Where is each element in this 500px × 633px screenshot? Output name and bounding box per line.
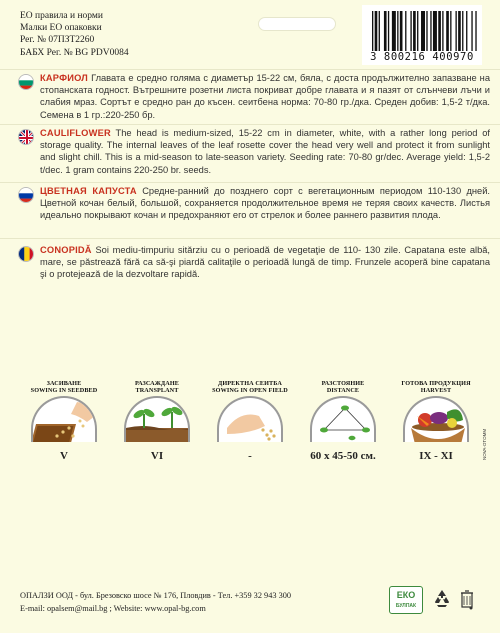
step-label: РАЗСТОЯНИЕ DISTANCE	[321, 380, 365, 394]
description-english: The head is medium-sized, 15-22 cm in diameter, white, with a rather long period of storage quality. The internal leaves of the leaf rosette cover the head very well and protect it from sunlight and slight chill. This is a mid-season to late-season variety. Seeding rate: 70-80 gr/dec. Average yield: 1,5-2 t/dec. 1 gram contains 220-250 br. seeds.	[40, 128, 490, 175]
romania-flag-icon	[18, 246, 34, 262]
step-value: -	[248, 450, 252, 462]
footer-contact	[20, 590, 291, 615]
step-label: РАЗСАЖДАНЕ TRANSPLANT	[135, 380, 179, 394]
russia-flag-icon	[18, 187, 34, 203]
step-value: 60 x 45-50 см.	[310, 450, 376, 462]
harvest-icon	[403, 396, 469, 442]
step-label: ГОТОВА ПРОДУКЦИЯ HARVEST	[401, 380, 471, 394]
description-russian: Средне-ранний до позднего сорт с вегетационным периодом 110-130 дней. Цветной кочан белый, большой, сохраняется продолжительное время не теряя своих качеств. Листья идеально покрывают кочан и предохраняют его от стрелок и более раннего развития плода.	[40, 186, 490, 221]
description-bulgarian: Главата е средно голяма с диаметър 15-22 см, бяла, с доста продължително запазване на стопанската годност. Вътрешните розетни листа покриват добре главата и я пазят от слънчеви лъчи и слабия мраз. Сортът е средно ран до късен. сеитбена норма: 70-80 гр./дка. Среден добив: 1,5-2 т/дка. Семена в 1 гр.:220-250 бр.	[40, 73, 490, 120]
description-romanian: Soi mediu-timpuriu sitărziu cu o perioadă de vegetaţie de 110- 130 zile. Capatana este albă, mare, se păstrează fără ca să-şi piardă calitaţile o perioadă lungă de timp. Frunzele acoperă bine capatana şi o protejează de la dezvoltare rapidă.	[40, 245, 490, 280]
section-bulgarian	[18, 72, 490, 121]
footer-address: ОПАЛЗИ ООД - бул. Брезовско шосе № 176, Пловдив - Тел. +359 32 943 300	[20, 591, 292, 600]
vertical-code: NOVA-OTOMM	[482, 428, 487, 460]
reg-line-3: Рег. № 07ПЗТ2260	[20, 35, 95, 46]
direct-sowing-icon	[217, 396, 283, 442]
eko-bulpak-logo: ЕКО БУЛПАК	[389, 586, 423, 614]
title-english: CAULIFLOWER	[40, 128, 111, 138]
trash-bin-icon	[458, 588, 476, 610]
reg-line-1: ЕО правила и норми	[20, 11, 103, 21]
section-russian	[18, 185, 490, 222]
title-russian: ЦВЕТНАЯ КАПУСТА	[40, 186, 137, 196]
recycle-icon	[432, 588, 452, 610]
divider	[0, 124, 500, 125]
footer-email-website: E-mail: opalsem@mail.bg ; Website: www.opal-bg.com	[20, 603, 206, 613]
step-distance	[304, 380, 382, 462]
step-label: ЗАСИВАНЕ SOWING IN SEEDBED	[30, 380, 98, 394]
step-direct-sowing	[211, 380, 289, 462]
section-english	[18, 127, 490, 176]
registration-info	[20, 10, 129, 59]
step-value: VI	[150, 450, 164, 462]
transplant-icon	[124, 396, 190, 442]
hanging-slot	[258, 17, 336, 31]
title-bulgarian: КАРФИОЛ	[40, 73, 89, 83]
step-value: IX - XI	[419, 450, 453, 462]
bulgaria-flag-icon	[18, 74, 34, 90]
barcode-digits: 3 800216 400970	[370, 51, 474, 63]
barcode	[362, 5, 482, 65]
reg-line-2: Малки ЕО опаковки	[20, 23, 102, 34]
divider	[0, 69, 500, 70]
barcode-bars-icon	[372, 11, 478, 51]
section-romanian	[18, 244, 490, 281]
step-value: V	[60, 450, 68, 462]
divider	[0, 238, 500, 239]
growing-steps	[25, 380, 475, 470]
distance-icon	[310, 396, 376, 442]
uk-flag-icon	[18, 129, 34, 145]
reg-line-4: БАБХ Рег. № BG PDV0084	[20, 47, 129, 58]
step-label: ДИРЕКТНА СЕИТБА SOWING IN OPEN FIELD	[212, 380, 288, 394]
step-sowing-seedbed	[25, 380, 103, 462]
sowing-seedbed-icon	[31, 396, 97, 442]
step-transplant	[118, 380, 196, 462]
divider	[0, 182, 500, 183]
title-romanian: CONOPIDĂ	[40, 245, 92, 255]
step-harvest	[397, 380, 475, 462]
